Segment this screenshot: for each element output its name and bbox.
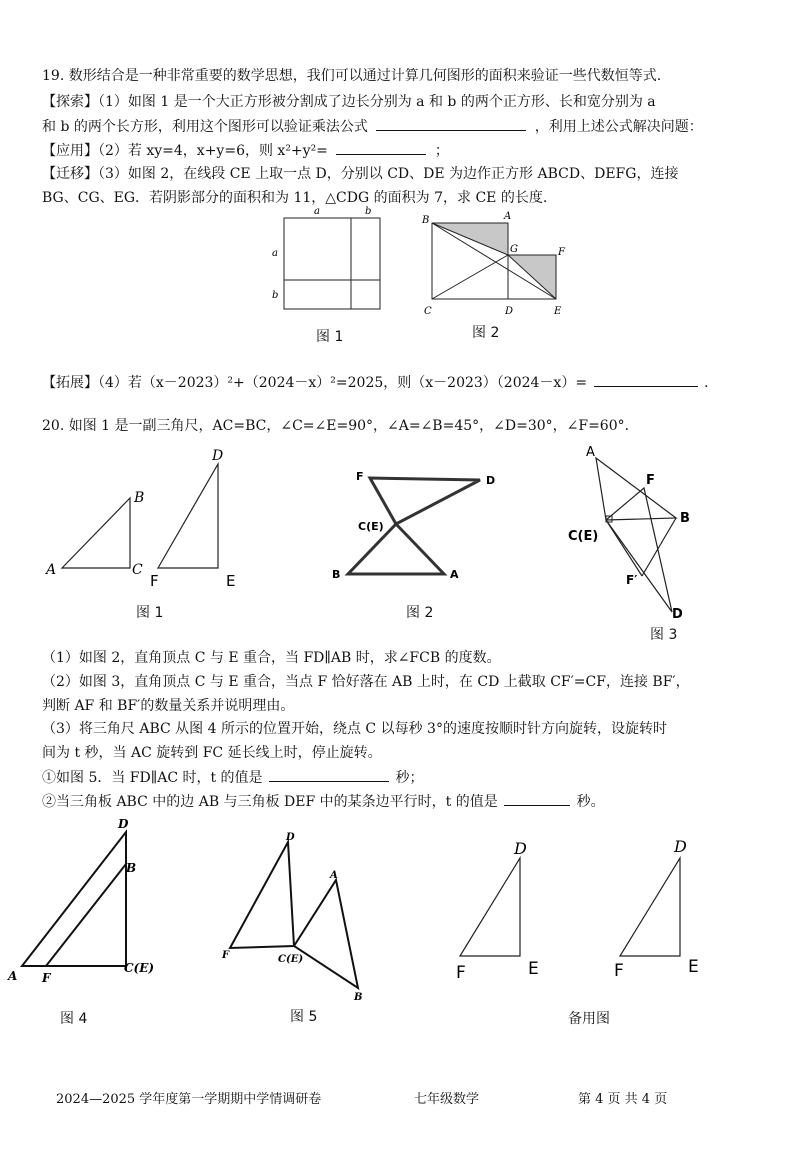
q20-fig2-caption: 图 2 [406,605,434,621]
q20-fig1-label-F: F [150,572,159,590]
q20-fig1-label-E: E [226,572,236,590]
q19-line-3 [42,116,703,137]
q19-figure-2 [418,205,578,325]
q20-spare-figure [450,832,720,982]
q19-line-4-tail: ； [434,143,449,159]
fig2-label-F: F [558,247,565,258]
q20-fig4-label-CE: C(E) [124,961,155,975]
answer-blank-formula[interactable] [376,116,526,131]
q20-fig5-label-A: A [330,870,338,881]
q20-fig1-caption: 图 1 [136,605,164,621]
q19-line-4-text: 【应用】（2）若 xy=4，x+y=6，则 x²+y²= [42,143,328,159]
q20-fig3-label-B: B [680,511,690,526]
q20-fig4-label-A: A [8,969,18,983]
figure-stroke [432,255,508,299]
q19-line-7-text: 【拓展】（4）若（x－2023）²+（2024－x）²=2025，则（x－2023）（2024－x）= [42,375,588,391]
q20-fig1-label-A: A [46,562,57,578]
fig2-label-D: D [505,306,514,317]
q20-fig2-label-D: D [486,474,496,487]
q20-line-5: （3）将三角尺 ABC 从图 4 所示的位置开始，绕点 C 以每秒 3°的速度按顺时针方向旋转，设旋转时 [42,721,667,737]
figure-stroke [460,858,520,956]
q20-line-3: （2）如图 3，直角顶点 C 与 E 重合，当点 F 恰好落在 AB 上时，在 CD 上截取 CF′=CF，连接 BF′， [42,674,690,690]
figure-stroke [606,520,642,576]
figure-stroke [642,518,676,576]
q20-fig3-label-A: A [586,445,595,460]
fig1-label-a-left: a [272,248,278,259]
q20-fig2-label-F: F [356,470,364,483]
fig2-label-A: A [504,211,512,222]
answer-blank-t1[interactable] [269,767,389,782]
spare-label-D-2: D [674,837,687,856]
q20-fig1-label-C: C [132,562,143,578]
q20-line-7-tail: 秒； [395,770,424,786]
q19-fig2-caption: 图 2 [472,325,500,341]
q20-fig2-label-CE: C(E) [358,520,384,533]
answer-blank-t2[interactable] [504,791,570,806]
q20-line-6: 间为 t 秒，当 AC 旋转到 FC 延长线上时，停止旋转。 [42,745,382,761]
figure-stroke [606,488,672,612]
q20-line-1: 20. 如图 1 是一副三角尺，AC=BC，∠C=∠E=90°，∠A=∠B=45°，∠D=30°，∠F=60°． [42,418,639,434]
footer-exam-title: 2024—2025 学年度第一学期期中学情调研卷 [56,1092,322,1107]
footer-page-number: 第 4 页 共 4 页 [578,1092,668,1107]
figure-stroke [158,464,218,568]
footer-subject: 七年级数学 [414,1092,480,1107]
q19-line-5: 【迁移】（3）如图 2，在线段 CE 上取一点 D，分别以 CD、DE 为边作正方形 ABCD、DEFG，连接 [42,166,679,182]
q20-line-7-text: ①如图 5．当 FD∥AC 时，t 的值是 [42,770,263,786]
q20-figure-3 [566,440,716,630]
q20-fig5-label-B: B [354,992,363,1003]
fig2-label-G: G [510,244,518,255]
q19-line-4 [42,140,449,161]
fig2-label-C: C [424,306,432,317]
spare-label-F-2: F [614,961,624,981]
q20-fig4-label-D: D [118,817,129,831]
q19-line-3-tail: ，利用上述公式解决问题： [534,119,703,135]
q20-fig1-label-D: D [212,448,224,464]
q19-line-7-tail: . [703,375,709,391]
answer-blank-square-sum[interactable] [336,140,426,155]
q20-fig3-label-CE: C(E) [568,529,599,544]
fig1-label-b-top: b [365,206,372,217]
q20-fig4-label-F: F [42,971,51,985]
q20-line-8-text: ②当三角板 ABC 中的边 AB 与三角板 DEF 中的某条边平行时，t 的值是 [42,794,498,810]
q20-figure-2 [320,460,520,590]
q20-line-8-tail: 秒。 [576,794,605,810]
q19-line-3-text: 和 b 的两个长方形，利用这个图形可以验证乘法公式 [42,119,368,135]
q20-figure-1 [40,444,260,594]
q20-fig3-label-Fprime: F′ [626,573,638,587]
figure-stroke [596,458,676,520]
q19-line-6: BG、CG、EG．若阴影部分的面积和为 11，△CDG 的面积为 7，求 CE 的长度. [42,190,548,206]
q20-fig2-label-A: A [450,568,459,581]
q20-fig5-caption: 图 5 [290,1009,318,1025]
q20-spare-caption: 备用图 [568,1011,610,1027]
q20-line-4: 判断 AF 和 BF′的数量关系并说明理由。 [42,698,295,714]
figure-stroke [370,478,480,524]
q20-fig5-label-CE: C(E) [278,954,304,965]
q20-fig1-label-B: B [134,490,145,506]
q20-fig3-caption: 图 3 [650,627,678,643]
fig2-label-E: E [554,306,562,317]
q20-figure-4 [4,812,174,1002]
q20-fig3-label-D: D [672,607,683,622]
q20-fig3-label-F: F [646,473,655,488]
figure-stroke [46,864,126,966]
spare-label-E-1: E [528,959,539,979]
q20-fig5-label-F: F [222,950,230,961]
figure-stroke [62,498,130,568]
q20-fig4-caption: 图 4 [60,1011,88,1027]
spare-label-D-1: D [514,839,527,858]
q20-fig2-label-B: B [332,568,341,581]
q19-line-7 [42,372,708,393]
q20-fig4-label-B: B [126,861,137,875]
q20-line-7 [42,767,423,788]
figure-stroke [284,218,380,309]
figure-stroke [620,858,680,956]
spare-label-F-1: F [456,963,466,983]
q19-figure-1 [270,200,390,330]
figure-stroke [230,842,294,948]
spare-label-E-2: E [688,957,699,977]
q19-line-1: 19. 数形结合是一种非常重要的数学思想，我们可以通过计算几何图形的面积来验证一些代数恒等式. [42,68,662,84]
fig2-label-B: B [422,215,430,226]
q19-fig1-caption: 图 1 [316,329,344,345]
q20-line-8 [42,791,605,812]
answer-blank-product[interactable] [594,372,698,387]
q20-line-2: （1）如图 2，直角顶点 C 与 E 重合，当 FD∥AB 时，求∠FCB 的度数。 [42,650,501,666]
q19-line-2: 【探索】（1）如图 1 是一个大正方形被分割成了边长分别为 a 和 b 的两个正方形、长和宽分别为 a [42,94,656,110]
q20-fig5-label-D: D [286,832,295,843]
fig1-label-a-top: a [314,206,320,217]
figure-stroke [294,880,358,988]
figure-stroke [22,832,126,966]
fig1-label-b-left: b [272,290,279,301]
q20-figure-5 [218,826,378,1006]
